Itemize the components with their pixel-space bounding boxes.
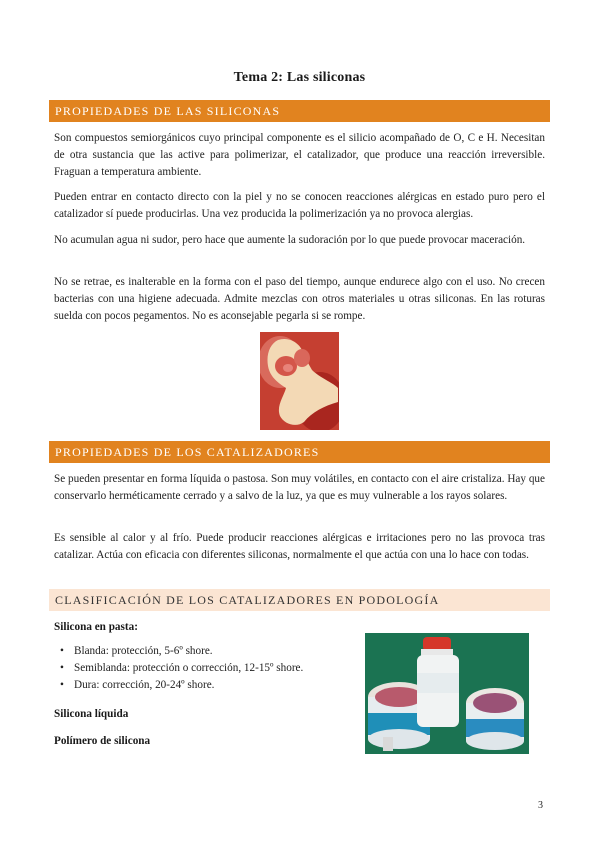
section-heading-clasificacion: CLASIFICACIÓN DE LOS CATALIZADORES EN PODOLOGÍA xyxy=(49,589,550,611)
section-heading-catalizadores: PROPIEDADES DE LOS CATALIZADORES xyxy=(49,441,550,463)
paragraph: Son compuestos semiorgánicos cuyo principal componente es el silicio acompañado de O, C e H. Necesitan de otra sustancia que las active para polimerizar, el catalizador, que produce una reacción irreversible. Fraguan a temperatura ambiente. xyxy=(54,132,545,178)
bullet-icon: • xyxy=(60,645,64,657)
bullet-icon: • xyxy=(60,679,64,691)
list-item: • Blanda: protección, 5-6º shore. xyxy=(54,643,303,660)
silicone-products-illustration xyxy=(365,633,529,754)
list-item: • Dura: corrección, 20-24º shore. xyxy=(54,677,303,694)
paragraph: Pueden entrar en contacto directo con la piel y no se conocen reacciones alérgicas en estado puro pero el catalizador sí puede producirlas. Una vez producida la polimerización ya no provoca alergias. xyxy=(54,191,545,220)
paragraph: Es sensible al calor y al frío. Puede producir reacciones alérgicas e irritaciones pero no las provoca tras catalizar. Actúa con eficacia con diferentes siliconas, normalmente el que actúa con una lo hace con todas. xyxy=(54,532,545,561)
bullet-icon: • xyxy=(60,662,64,674)
silicone-orthosis-photo xyxy=(260,332,339,430)
paragraph: No se retrae, es inalterable en la forma con el paso del tiempo, aunque endurece algo con el uso. No crecen bacterias con una higiene adecuada. Admite mezclas con otros materiales u otras siliconas. En las roturas suelda con pocos pegamentos. No es aconsejable pegarla si se rompe. xyxy=(54,276,545,322)
list-item: • Semiblanda: protección o corrección, 12-15º shore. xyxy=(54,660,303,677)
paragraph: Se pueden presentar en forma líquida o pastosa. Son muy volátiles, en contacto con el aire cristaliza. Hay que conservarlo herméticamente cerrado y a salvo de la luz, ya que es muy vulnerable a los rayos solares. xyxy=(54,473,545,502)
silicona-pasta-list xyxy=(54,643,303,694)
subheading-silicona-liquida: Silicona líquida xyxy=(54,708,129,720)
page-title: Tema 2: Las siliconas xyxy=(233,70,366,85)
section-heading-siliconas: PROPIEDADES DE LAS SILICONAS xyxy=(49,100,550,122)
page-number: 3 xyxy=(538,800,543,811)
subheading-silicona-pasta: Silicona en pasta: xyxy=(54,621,138,633)
silicone-products-photo xyxy=(365,633,529,754)
subheading-polimero-silicona: Polímero de silicona xyxy=(54,735,151,747)
paragraph: No acumulan agua ni sudor, pero hace que aumente la sudoración por lo que puede provocar maceración. xyxy=(54,234,526,246)
silicone-orthosis-illustration xyxy=(260,332,339,430)
